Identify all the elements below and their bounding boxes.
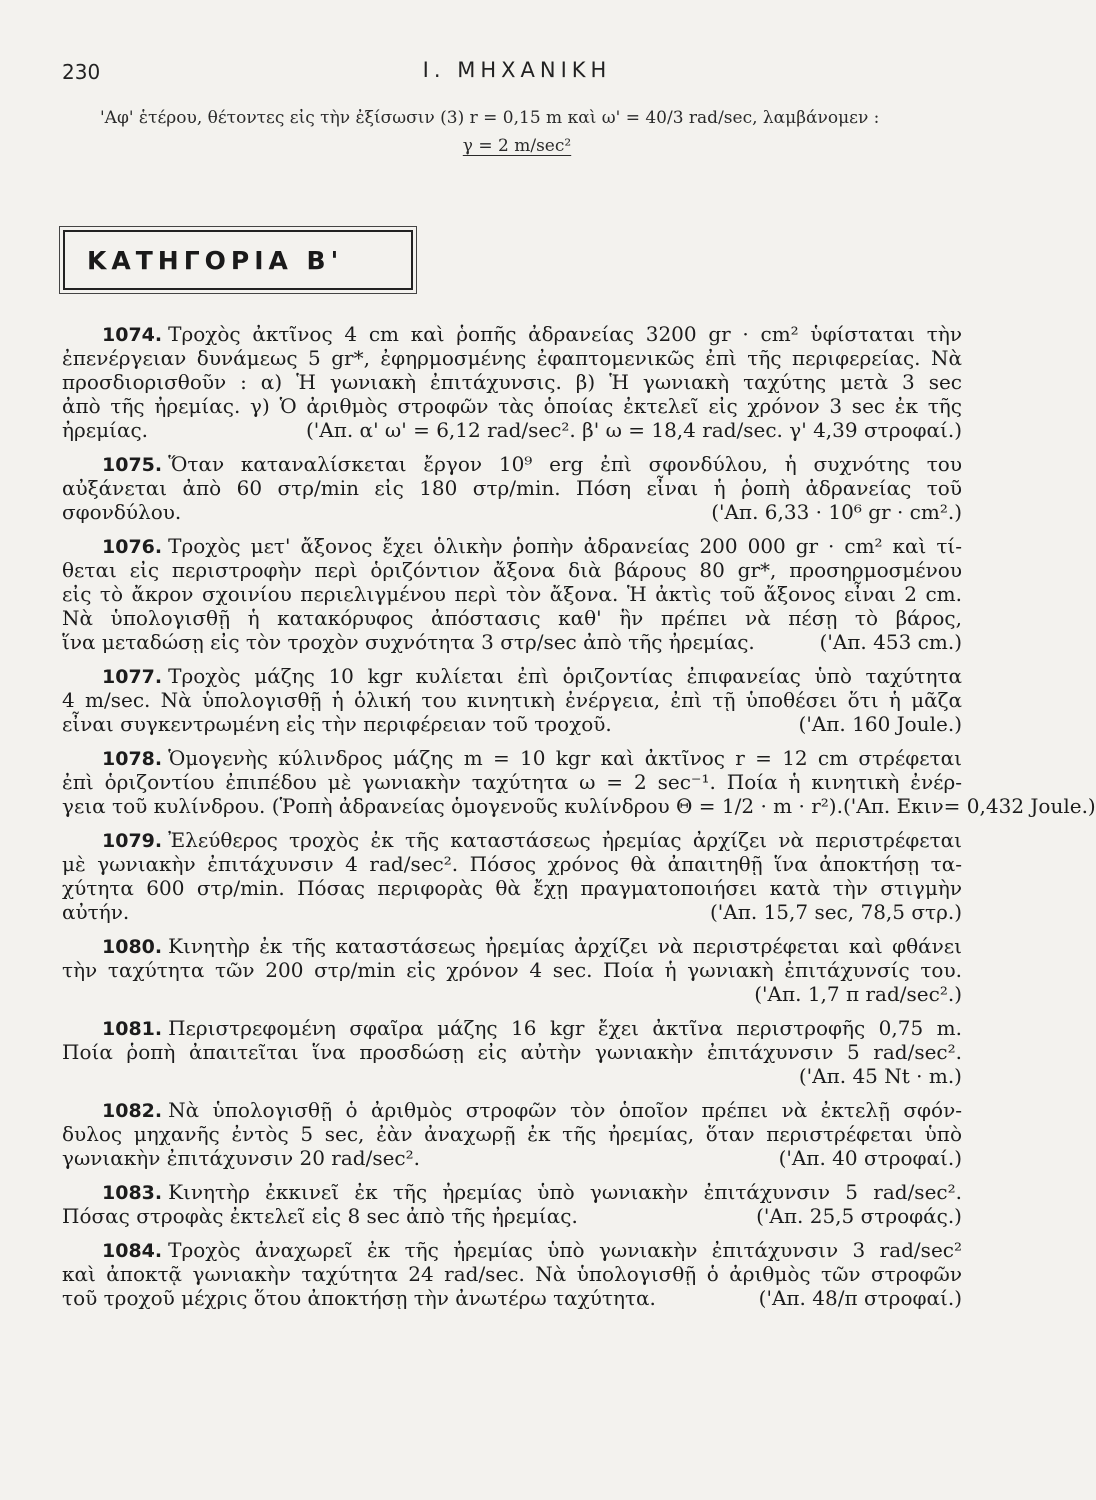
problem-text: Κινητὴρ ἐκκινεῖ ἐκ τῆς ἠρεμίας ὑπὸ γωνιακὴν ἐπιτάχυνσιν 5 rad/sec². [168, 1180, 962, 1204]
problem-text: δυλος μηχανῆς ἐντὸς 5 sec, ἐὰν ἀναχωρῇ ἐκ τῆς ἠρεμίας, ὅταν περιστρέφεται ὑπὸ [62, 1122, 962, 1146]
problem-text-line [62, 1098, 962, 1122]
problem-text: καὶ ἀποκτᾷ γωνιακὴν ταχύτητα 24 rad/sec. Νὰ ὑπολογισθῇ ὁ ἀριθμὸς τῶν στροφῶν [62, 1262, 962, 1286]
problem-text: μὲ γωνιακὴν ἐπιτάχυνσιν 4 rad/sec². Πόσος χρόνος θὰ ἀπαιτηθῇ ἵνα ἀποκτήσῃ τα- [62, 852, 962, 876]
problem-text-line [62, 770, 962, 794]
problem-answer: ('Απ. 25,5 στροφάς.) [756, 1204, 962, 1228]
problem-text-line [62, 534, 962, 558]
problem-item [62, 828, 962, 924]
problem-text: εἶναι συγκεντρωμένη εἰς τὴν περιφέρειαν τοῦ τροχοῦ. [62, 712, 612, 736]
problem-answer: ('Απ. 453 cm.) [819, 630, 962, 654]
problem-number: 1078. [102, 748, 163, 770]
problem-text: Νὰ ὑπολογισθῇ ἡ κατακόρυφος ἀπόστασις καθ' ἣν πρέπει νὰ πέσῃ τὸ βάρος, [62, 606, 962, 630]
problem-text: Πόσας στροφὰς ἐκτελεῖ εἰς 8 sec ἀπὸ τῆς ἠρεμίας. [62, 1204, 578, 1228]
problem-answer: ('Απ. 160 Joule.) [798, 712, 962, 736]
problem-text: Περιστρεφομένη σφαῖρα μάζης 16 kgr ἔχει ἀκτῖνα περιστροφῆς 0,75 m. [168, 1016, 962, 1040]
problem-text: 4 m/sec. Νὰ ὑπολογισθῇ ἡ ὁλική του κινητικὴ ἐνέργεια, ἐπὶ τῇ ὑποθέσει ὅτι ἡ μᾶζα [62, 688, 962, 712]
problem-text: ἠρεμίας. [62, 418, 149, 442]
problem-answer: ('Απ. 15,7 sec, 78,5 στρ.) [709, 900, 962, 924]
problem-answer: ('Απ. α' ω' = 6,12 rad/sec². β' ω = 18,4 rad/sec. γ' 4,39 στροφαί.) [305, 418, 962, 442]
problem-text: αὐξάνεται ἀπὸ 60 στρ/min εἰς 180 στρ/min. Πόση εἶναι ἡ ῥοπὴ ἀδρανείας τοῦ [62, 476, 962, 500]
problem-last-line [62, 900, 962, 924]
problem-text-line [62, 1180, 962, 1204]
problem-text-line [62, 394, 962, 418]
problem-last-line [62, 1286, 962, 1310]
problem-text: εἰς τὸ ἄκρον σχοινίου περιελιγμένου περὶ τὸν ἄξονα. Ἡ ἀκτὶς τοῦ ἄξονος εἶναι 2 cm. [62, 582, 962, 606]
problem-item [62, 1016, 962, 1088]
problem-text: τοῦ τροχοῦ μέχρις ὅτου ἀποκτήσῃ τὴν ἀνωτέρω ταχύτητα. [62, 1286, 656, 1310]
problem-text-line [62, 346, 962, 370]
problem-last-line [62, 794, 1096, 818]
problem-answer: ('Απ. 1,7 π rad/sec².) [754, 982, 962, 1006]
category-heading-box [63, 230, 413, 290]
intro-formula [0, 136, 1034, 156]
problem-text-line [62, 370, 962, 394]
problem-text: αὐτήν. [62, 900, 130, 924]
problem-text: Κινητὴρ ἐκ τῆς καταστάσεως ἠρεμίας ἀρχίζει νὰ περιστρέφεται καὶ φθάνει [168, 934, 962, 958]
running-title: I. ΜΗΧΑΝΙΚΗ [422, 58, 612, 82]
problem-answer: ('Απ. 40 στροφαί.) [778, 1146, 962, 1170]
problem-text: Τροχὸς μάζης 10 kgr κυλίεται ἐπὶ ὁριζοντίας ἐπιφανείας ὑπὸ ταχύτητα [168, 664, 962, 688]
problem-text: Ὁμογενὴς κύλινδρος μάζης m = 10 kgr καὶ ἀκτῖνος r = 12 cm στρέφεται [168, 746, 962, 770]
problem-item [62, 1180, 962, 1228]
problem-text: γεια τοῦ κυλίνδρου. (Ῥοπὴ ἀδρανείας ὁμογενοῦς κυλίνδρου Θ = 1/2 · m · r²). [62, 794, 843, 818]
problem-text: χύτητα 600 στρ/min. Πόσας περιφορὰς θὰ ἔχῃ πραγματοποιήσει κατὰ τὴν στιγμὴν [62, 876, 962, 900]
problem-text-line [62, 558, 962, 582]
problem-text-line [62, 664, 962, 688]
problem-text: Ὅταν καταναλίσκεται ἔργον 10⁹ erg ἐπὶ σφονδύλου, ἡ συχνότης του [168, 452, 962, 476]
problem-list [62, 322, 1096, 1320]
intro-sentence: 'Αφ' ἑτέρου, θέτοντες εἰς τὴν ἐξίσωσιν (3) r = 0,15 m καὶ ω' = 40/3 rad/sec, λαμβάνομεν : [100, 108, 880, 128]
problem-number: 1084. [102, 1240, 163, 1262]
problem-text-line [62, 934, 962, 958]
problem-text-line [62, 1016, 962, 1040]
problem-item [62, 534, 962, 654]
problem-text-line [62, 746, 962, 770]
category-heading: ΚΑΤΗΓΟΡΙΑ Β' [87, 245, 344, 275]
problem-text-line [62, 1122, 962, 1146]
problem-last-line [62, 712, 962, 736]
problem-answer: ('Απ. Eκιν= 0,432 Joule.) [842, 794, 1096, 818]
problem-text-line [62, 476, 962, 500]
problem-number: 1080. [102, 936, 163, 958]
problem-text-line [62, 606, 962, 630]
problem-number: 1074. [102, 324, 163, 346]
problem-text: προσδιορισθοῦν : α) Ἡ γωνιακὴ ἐπιτάχυνσις. β) Ἡ γωνιακὴ ταχύτης μετὰ 3 sec [62, 370, 962, 394]
problem-text: γωνιακὴν ἐπιτάχυνσιν 20 rad/sec². [62, 1146, 421, 1170]
problem-text: Ποία ῥοπὴ ἀπαιτεῖται ἵνα προσδώσῃ εἰς αὐτὴν γωνιακὴν ἐπιτάχυνσιν 5 rad/sec². [62, 1040, 962, 1064]
problem-text: Τροχὸς ἀκτῖνος 4 cm καὶ ῥοπῆς ἀδρανείας 3200 gr · cm² ὑφίσταται τὴν [168, 322, 962, 346]
problem-text-line [62, 876, 962, 900]
problem-text: ἀπὸ τῆς ἠρεμίας. γ) Ὁ ἀριθμὸς στροφῶν τὰς ὁποίας ἐκτελεῖ εἰς χρόνον 3 sec ἐκ τῆς [62, 394, 962, 418]
problem-item [62, 934, 962, 1006]
problem-number: 1076. [102, 536, 163, 558]
problem-answer: ('Απ. 48/π στροφαί.) [758, 1286, 962, 1310]
problem-item [62, 322, 962, 442]
problem-text: σφονδύλου. [62, 500, 182, 524]
problem-item [62, 746, 1096, 818]
problem-last-line [62, 630, 962, 654]
problem-text: θεται εἰς περιστροφὴν περὶ ὁριζόντιον ἄξονα διὰ βάρους 80 gr*, προσηρμοσμένου [62, 558, 962, 582]
problem-text-line [62, 322, 962, 346]
problem-text: τὴν ταχύτητα τῶν 200 στρ/min εἰς χρόνον 4 sec. Ποία ἡ γωνιακὴ ἐπιτάχυνσίς του. [62, 958, 962, 982]
problem-number: 1082. [102, 1100, 163, 1122]
problem-number: 1079. [102, 830, 163, 852]
problem-text-line [62, 828, 962, 852]
problem-text: Τροχὸς ἀναχωρεῖ ἐκ τῆς ἠρεμίας ὑπὸ γωνιακὴν ἐπιτάχυνσιν 3 rad/sec² [168, 1238, 962, 1262]
problem-text: ἐπενέργειαν δυνάμεως 5 gr*, ἐφηρμοσμένης ἐφαπτομενικῶς ἐπὶ τῆς περιφερείας. Νὰ [62, 346, 962, 370]
problem-item [62, 452, 962, 524]
problem-text-line [62, 582, 962, 606]
problem-text: ἐπὶ ὁριζοντίου ἐπιπέδου μὲ γωνιακὴν ταχύτητα ω = 2 sec⁻¹. Ποία ἡ κινητικὴ ἐνέρ- [62, 770, 962, 794]
problem-number: 1075. [102, 454, 163, 476]
problem-last-line [62, 1146, 962, 1170]
problem-text-line [62, 1262, 962, 1286]
problem-number: 1083. [102, 1182, 163, 1204]
problem-text: ἵνα μεταδώσῃ εἰς τὸν τροχὸν συχνότητα 3 στρ/sec ἀπὸ τῆς ἠρεμίας. [62, 630, 755, 654]
problem-last-line [62, 418, 962, 442]
problem-answer: ('Απ. 6,33 · 10⁶ gr · cm².) [711, 500, 962, 524]
problem-text: Νὰ ὑπολογισθῇ ὁ ἀριθμὸς στροφῶν τὸν ὁποῖον πρέπει νὰ ἐκτελῇ σφόν- [168, 1098, 962, 1122]
formula-result: γ = 2 m/sec² [462, 136, 572, 156]
problem-number: 1081. [102, 1018, 163, 1040]
problem-item [62, 1098, 962, 1170]
problem-answer: ('Απ. 45 Nt · m.) [798, 1064, 962, 1088]
problem-item [62, 1238, 962, 1310]
problem-text: Τροχὸς μετ' ἄξονος ἔχει ὁλικὴν ῥοπὴν ἀδρανείας 200 000 gr · cm² καὶ τί- [168, 534, 962, 558]
problem-text-line [62, 1238, 962, 1262]
problem-number: 1077. [102, 666, 163, 688]
problem-text: Ἐλεύθερος τροχὸς ἐκ τῆς καταστάσεως ἠρεμίας ἀρχίζει νὰ περιστρέφεται [168, 828, 962, 852]
problem-item [62, 664, 962, 736]
problem-text-line [62, 688, 962, 712]
problem-last-line [62, 1204, 962, 1228]
problem-last-line [62, 500, 962, 524]
problem-text-line [62, 1040, 962, 1064]
page-number: 230 [62, 60, 101, 84]
problem-text-line [62, 452, 962, 476]
problem-text-line [62, 852, 962, 876]
problem-text-line [62, 958, 962, 982]
